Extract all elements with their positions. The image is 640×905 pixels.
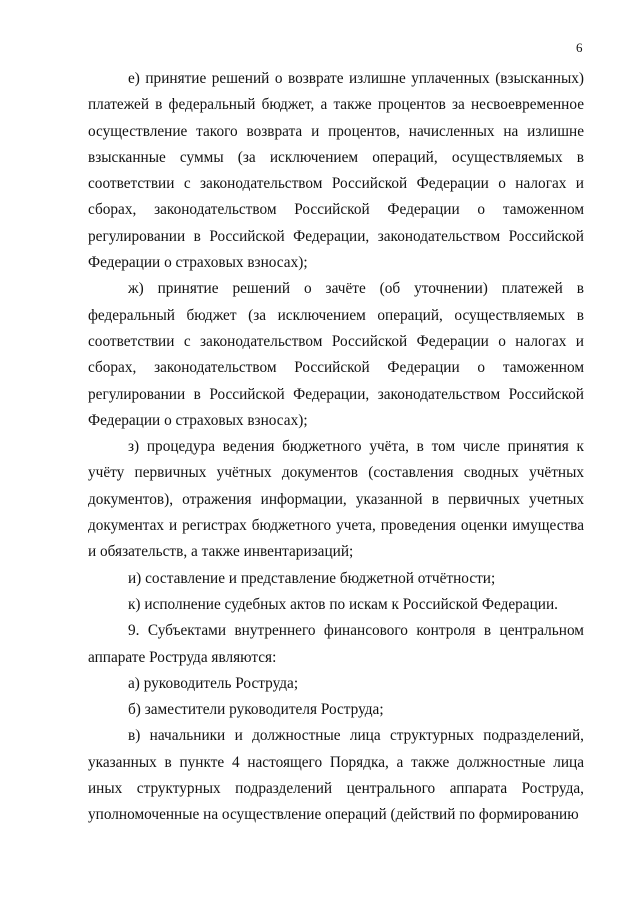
paragraph-b: б) заместители руководителя Роструда;	[128, 701, 384, 719]
paragraph-z: з) процедура ведения бюджетного учёта, в том числе принятия к учёту первичных учётных документов (составления сводных учётных документов), отражения информации, указанной в первичных учетных документах и регистрах бюджетного учета, проведения оценки имущества и обязательств, а также инвентаризаций;	[88, 438, 584, 561]
paragraph-k: к) исполнение судебных актов по искам к Российской Федерации.	[128, 595, 558, 613]
paragraph-a: а) руководитель Роструда;	[128, 674, 299, 692]
document-body	[88, 66, 584, 829]
paragraph-e: е) принятие решений о возврате излишне уплаченных (взысканных) платежей в федеральный бюджет, а также процентов за несвоевременное осуществление такого возврата и процентов, начисленных на излишне взысканные суммы (за исключением операций, осуществляемых в соответствии с законодательством Российской Федерации о налогах и сборах, законодательством Российской Федерации о таможенном регулировании в Российской Федерации, законодательством Российской Федерации о страховых взносах);	[88, 70, 584, 272]
paragraph-i: и) составление и представление бюджетной отчётности;	[128, 569, 496, 587]
paragraph-9: 9. Субъектами внутреннего финансового контроля в центральном аппарате Роструда являются:	[88, 622, 584, 666]
paragraph-v: в) начальники и должностные лица структурных подразделений, указанных в пункте 4 настоящего Порядка, а также должностные лица иных структурных подразделений центрального аппарата Роструда, уполномоченные на осуществление операций (действий по формированию	[88, 727, 584, 824]
page-number: 6	[576, 40, 583, 55]
paragraph-zh: ж) принятие решений о зачёте (об уточнении) платежей в федеральный бюджет (за исключением операций, осуществляемых в соответствии с законодательством Российской Федерации о налогах и сборах, законодательством Российской Федерации о таможенном регулировании в Российской Федерации, законодательством Российской Федерации о страховых взносах);	[88, 280, 584, 429]
